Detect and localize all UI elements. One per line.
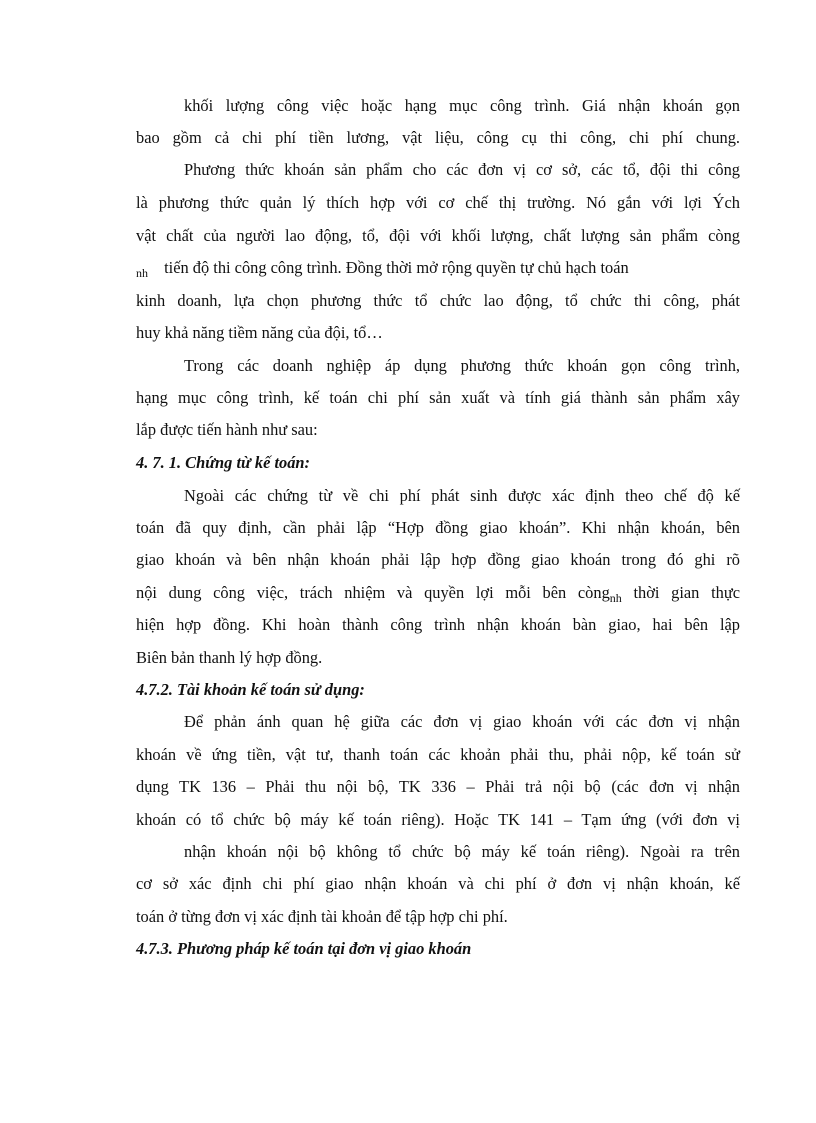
paragraph-line: toán ở từng đơn vị xác định tài khoản để tập hợp chi phí.	[136, 907, 508, 926]
paragraph-line: nhận khoán nội bộ không tổ chức bộ máy kế toán riêng). Ngoài ra trên	[184, 842, 740, 861]
paragraph-line: Ngoài các chứng từ về chi phí phát sinh được xác định theo chế độ kế	[184, 486, 740, 505]
paragraph-line: Biên bản thanh lý hợp đồng.	[136, 648, 323, 667]
section-heading: 4.7.3. Phương pháp kế toán tại đơn vị giao khoán	[136, 939, 472, 958]
paragraph-line: lắp được tiến hành như sau:	[136, 420, 318, 439]
paragraph-line: huy khả năng tiềm năng của đội, tổ…	[136, 323, 383, 342]
paragraph-line: dụng TK 136 – Phải thu nội bộ, TK 336 – Phải trả nội bộ (các đơn vị nhận	[136, 777, 740, 796]
paragraph-line: hiện hợp đồng. Khi hoàn thành công trình nhận khoán bàn giao, hai bên lập	[136, 615, 740, 634]
paragraph-line: hạng mục công trình, kế toán chi phí sản xuất và tính giá thành sản phẩm xây	[136, 388, 740, 407]
paragraph-line-text: nội dung công việc, trách nhiệm và quyền lợi mỗi bên còng	[136, 583, 610, 602]
paragraph-line: giao khoán và bên nhận khoán phải lập hợp đồng giao khoán trong đó ghi rõ	[136, 550, 740, 569]
paragraph-line: là phương thức quản lý thích hợp với cơ chế thị trường. Nó gắn với lợi Ých	[136, 193, 740, 212]
paragraph-line: toán đã quy định, cần phải lập “Hợp đồng giao khoán”. Khi nhận khoán, bên	[136, 518, 740, 537]
paragraph-line: kinh doanh, lựa chọn phương thức tổ chức lao động, tổ chức thi công, phát	[136, 291, 740, 310]
paragraph-line: cơ sở xác định chi phí giao nhận khoán và chi phí ở đơn vị nhận khoán, kế	[136, 874, 740, 893]
paragraph-line-text: thời gian thực	[633, 583, 740, 602]
paragraph-line-text: tiến độ thi công công trình. Đồng thời mở rộng quyền tự chủ hạch toán	[164, 258, 629, 277]
paragraph-line: Để phản ánh quan hệ giữa các đơn vị giao khoán với các đơn vị nhận	[184, 712, 740, 731]
subscript-fragment: nh	[136, 266, 148, 280]
paragraph-line: Phương thức khoán sản phẩm cho các đơn vị cơ sở, các tổ, đội thi công	[184, 160, 740, 179]
paragraph-line: Trong các doanh nghiệp áp dụng phương thức khoán gọn công trình,	[184, 356, 740, 375]
paragraph-line: khoán về ứng tiền, vật tư, thanh toán các khoản phải thu, phải nộp, kế toán sử	[136, 745, 740, 764]
subscript-fragment: nh	[609, 591, 622, 605]
paragraph-line	[136, 258, 740, 283]
paragraph-line: khối lượng công việc hoặc hạng mục công trình. Giá nhận khoán gọn	[184, 96, 740, 115]
section-heading: 4.7.2. Tài khoản kế toán sử dụng:	[136, 680, 365, 699]
paragraph-line: bao gồm cả chi phí tiền lương, vật liệu, công cụ thi công, chi phí chung.	[136, 128, 740, 147]
paragraph-line: vật chất của người lao động, tổ, đội với khối lượng, chất lượng sản phẩm còng	[136, 226, 740, 245]
section-heading: 4. 7. 1. Chứng từ kế toán:	[136, 453, 311, 472]
paragraph-line	[136, 583, 740, 608]
paragraph-line: khoán có tổ chức bộ máy kế toán riêng). Hoặc TK 141 – Tạm ứng (với đơn vị	[136, 810, 740, 829]
